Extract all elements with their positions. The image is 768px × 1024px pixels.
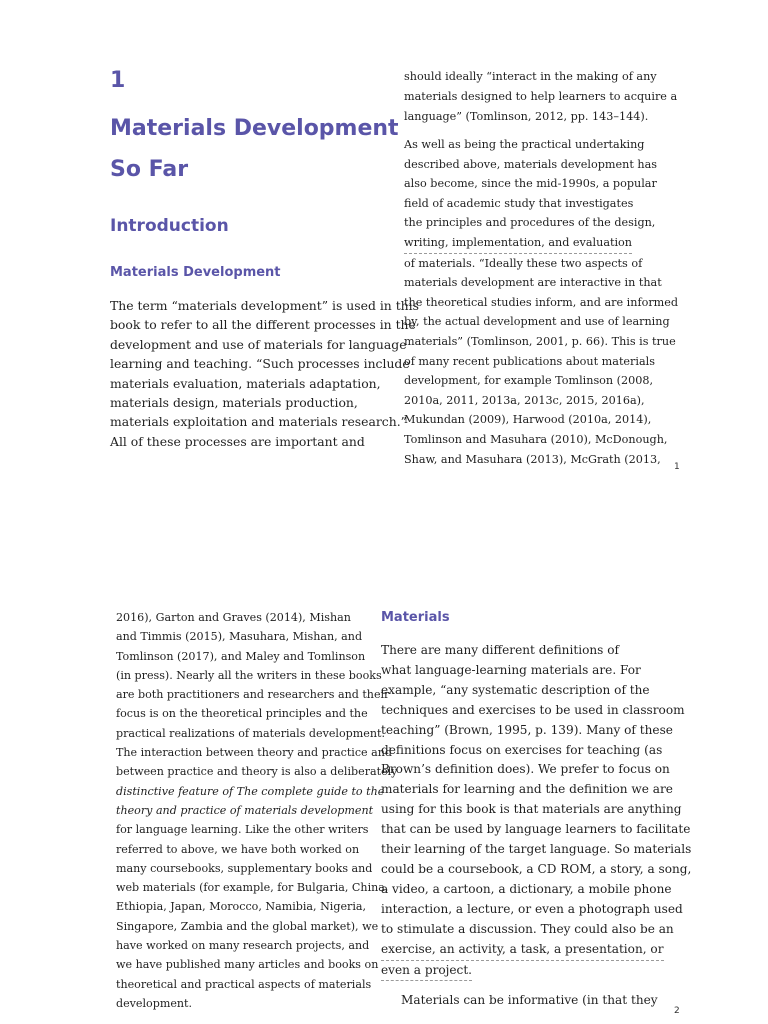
text-line: techniques and exercises to be used in classroom — [381, 702, 685, 717]
text-line: development. — [116, 996, 193, 1010]
text-line: a video, a cartoon, a dictionary, a mobile phone — [381, 881, 672, 896]
page-number: 2 — [674, 1006, 680, 1016]
text-line: that can be used by language learners to facilitate — [381, 822, 691, 837]
text-line: All of these processes are important and — [110, 433, 365, 449]
text-line: As well as being the practical undertaking — [404, 138, 645, 151]
page1-right-paragraph-top — [404, 67, 678, 126]
chapter-title-line: Materials Development — [110, 116, 399, 141]
text-line: of materials. “Ideally these two aspects of — [404, 256, 643, 270]
text-line: Brown’s definition does). We prefer to focus on — [381, 762, 670, 777]
text-line: many coursebooks, supplementary books and — [116, 861, 373, 875]
text-line: their learning of the target language. So materials — [381, 842, 692, 857]
text-line: book to refer to all the different processes in the — [110, 317, 416, 333]
text-line: and Timmis (2015), Masuhara, Mishan, and — [116, 630, 363, 644]
page-1 — [0, 0, 768, 480]
text-line: Singapore, Zambia and the global market), we — [116, 919, 379, 933]
text-line: theoretical and practical aspects of materials — [116, 977, 372, 991]
text-line: Tomlinson and Masuhara (2010), McDonough, — [404, 432, 668, 446]
section-heading: Introduction — [110, 216, 229, 236]
text-line: 2010a, 2011, 2013a, 2013c, 2015, 2016a), — [404, 393, 645, 407]
text-line: materials development are interactive in that — [404, 276, 662, 290]
text-line: even a project. — [381, 961, 472, 982]
text-line: Mukundan (2009), Harwood (2010a, 2014), — [404, 413, 652, 427]
text-line: field of academic study that investigates — [404, 196, 634, 210]
page1-right-paragraph — [404, 135, 679, 469]
text-line: Shaw, and Masuhara (2013), McGrath (2013, — [404, 452, 661, 466]
text-line: should ideally “interact in the making of any — [404, 70, 657, 83]
page1-left-paragraph — [110, 296, 419, 451]
text-line: language” (Tomlinson, 2012, pp. 143–144). — [404, 109, 649, 123]
text-line: the principles and procedures of the design, — [404, 216, 656, 230]
text-line: focus is on the theoretical principles and the — [116, 707, 368, 721]
text-line: exercise, an activity, a task, a presentation, or — [381, 940, 664, 961]
text-line: by, the actual development and use of learning — [404, 315, 670, 329]
text-line: interaction, a lecture, or even a photograph used — [381, 901, 683, 916]
text-line: could be a coursebook, a CD ROM, a story, a song, — [381, 861, 692, 876]
chapter-title — [110, 108, 399, 190]
text-line: materials evaluation, materials adaptation, — [110, 375, 381, 391]
text-line: example, “any systematic description of the — [381, 682, 650, 697]
text-line: for language learning. Like the other writers — [116, 823, 369, 837]
text-line: learning and teaching. “Such processes include — [110, 356, 410, 372]
text-line: described above, materials development has — [404, 157, 658, 171]
text-line: materials” (Tomlinson, 2001, p. 66). This is true — [404, 334, 676, 348]
text-line: The interaction between theory and practice and — [116, 746, 392, 760]
text-line: we have published many articles and books on — [116, 958, 379, 972]
text-line: of many recent publications about materials — [404, 354, 655, 368]
text-line: materials for learning and the definition we are — [381, 782, 673, 797]
chapter-number: 1 — [110, 68, 126, 93]
text-line: development and use of materials for language — [110, 336, 407, 352]
chapter-title-line: So Far — [110, 157, 189, 182]
page-2 — [0, 590, 768, 1024]
text-line: what language-learning materials are. For — [381, 662, 641, 677]
text-line: writing, implementation, and evaluation — [404, 233, 632, 254]
text-line: teaching” (Brown, 1995, p. 139). Many of these — [381, 722, 673, 737]
text-line: There are many different definitions of — [381, 643, 619, 657]
page-number: 1 — [674, 462, 680, 472]
text-line: materials design, materials production, — [110, 395, 358, 411]
page2-right-paragraph — [381, 641, 692, 981]
text-line: development, for example Tomlinson (2008, — [404, 374, 654, 388]
text-line: web materials (for example, for Bulgaria, China, — [116, 881, 389, 895]
text-line: materials designed to help learners to acquire a — [404, 89, 678, 103]
text-line: Materials can be informative (in that they — [401, 993, 658, 1007]
text-line: definitions focus on exercises for teaching (as — [381, 742, 663, 757]
text-line: The term “materials development” is used in this — [110, 298, 419, 313]
text-line: are both practitioners and researchers and their — [116, 688, 390, 702]
text-line: have worked on many research projects, and — [116, 939, 370, 953]
page2-left-paragraph — [116, 608, 398, 1013]
text-line: the theoretical studies inform, and are informed — [404, 295, 679, 309]
text-line: to stimulate a discussion. They could also be an — [381, 921, 674, 936]
text-line: Tomlinson (2017), and Maley and Tomlinson — [116, 649, 366, 663]
subsection-heading: Materials Development — [110, 265, 281, 280]
page2-right-last-line — [401, 991, 671, 1011]
materials-heading: Materials — [381, 610, 450, 625]
text-line: between practice and theory is also a deliberately — [116, 765, 398, 779]
text-line: referred to above, we have both worked on — [116, 842, 360, 856]
text-line: practical realizations of materials development. — [116, 726, 385, 740]
text-line: materials exploitation and materials research.” — [110, 414, 407, 430]
text-line: theory and practice of materials development — [116, 803, 374, 817]
text-line: 2016), Garton and Graves (2014), Mishan — [116, 611, 351, 624]
text-line: distinctive feature of The complete guide to the — [116, 784, 385, 798]
text-line: Ethiopia, Japan, Morocco, Namibia, Nigeria, — [116, 900, 367, 914]
text-line: also become, since the mid-1990s, a popular — [404, 177, 657, 191]
text-line: using for this book is that materials are anything — [381, 802, 682, 817]
text-line: (in press). Nearly all the writers in these books — [116, 668, 382, 682]
